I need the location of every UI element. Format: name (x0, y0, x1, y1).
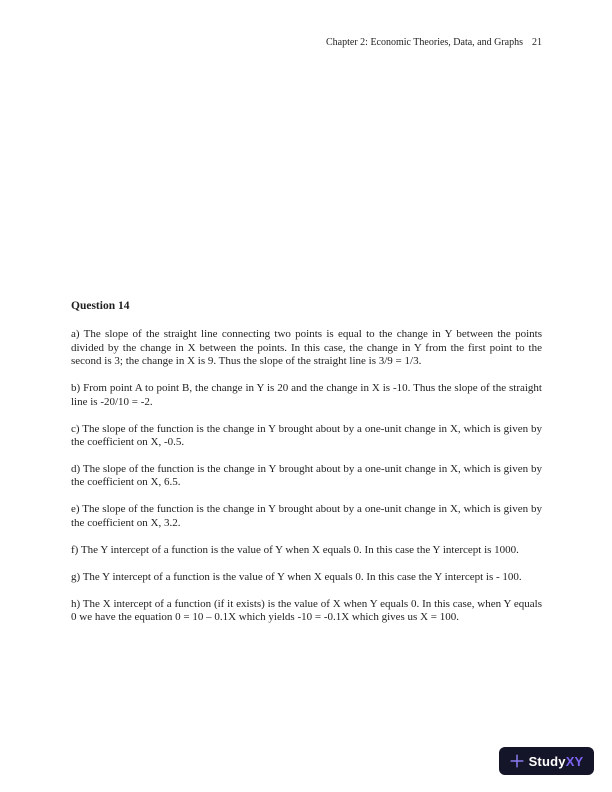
page-header (72, 37, 542, 49)
answer-paragraph-d: d) The slope of the function is the change in Y brought about by a one-unit change in X, which is given by the coefficient on X, 6.5. (71, 463, 542, 489)
answer-paragraph-a: a) The slope of the straight line connecting two points is equal to the change in Y between the points divided by the change in X between the points. In this case, the change in Y from the first point to the second is 3; the change in X is 9. Thus the slope of the straight line is 3/9 = 1/3. (71, 328, 542, 368)
answer-paragraph-e: e) The slope of the function is the change in Y brought about by a one-unit change in X, which is given by the coefficient on X, 3.2. (71, 503, 542, 529)
answer-content (71, 300, 542, 638)
answer-paragraph-c: c) The slope of the function is the change in Y brought about by a one-unit change in X, which is given by the coefficient on X, -0.5. (71, 422, 542, 449)
answer-paragraph-g: g) The Y intercept of a function is the value of Y when X equals 0. In this case the Y intercept is - 100. (71, 570, 522, 583)
plus-icon (510, 754, 524, 768)
question-heading: Question 14 (71, 300, 130, 312)
brand-study-text: Study (528, 753, 566, 769)
chapter-title: Chapter 2: Economic Theories, Data, and Graphs (326, 37, 523, 48)
studyxy-logo (499, 747, 594, 775)
answer-paragraph-h: h) The X intercept of a function (if it exists) is the value of X when Y equals 0. In this case, when Y equals 0 we have the equation 0 = 10 – 0.1X which yields -10 = -0.1X which gives us X = 100. (71, 597, 542, 624)
answer-paragraph-b: b) From point A to point B, the change in Y is 20 and the change in X is -10. Thus the slope of the straight line is -20/10 = -2. (71, 382, 542, 408)
page-number: 21 (532, 37, 542, 48)
brand-wordmark (529, 754, 584, 769)
answer-paragraph-f: f) The Y intercept of a function is the value of Y when X equals 0. In this case the Y intercept is 1000. (71, 543, 519, 556)
brand-xy-text: XY (565, 753, 584, 769)
